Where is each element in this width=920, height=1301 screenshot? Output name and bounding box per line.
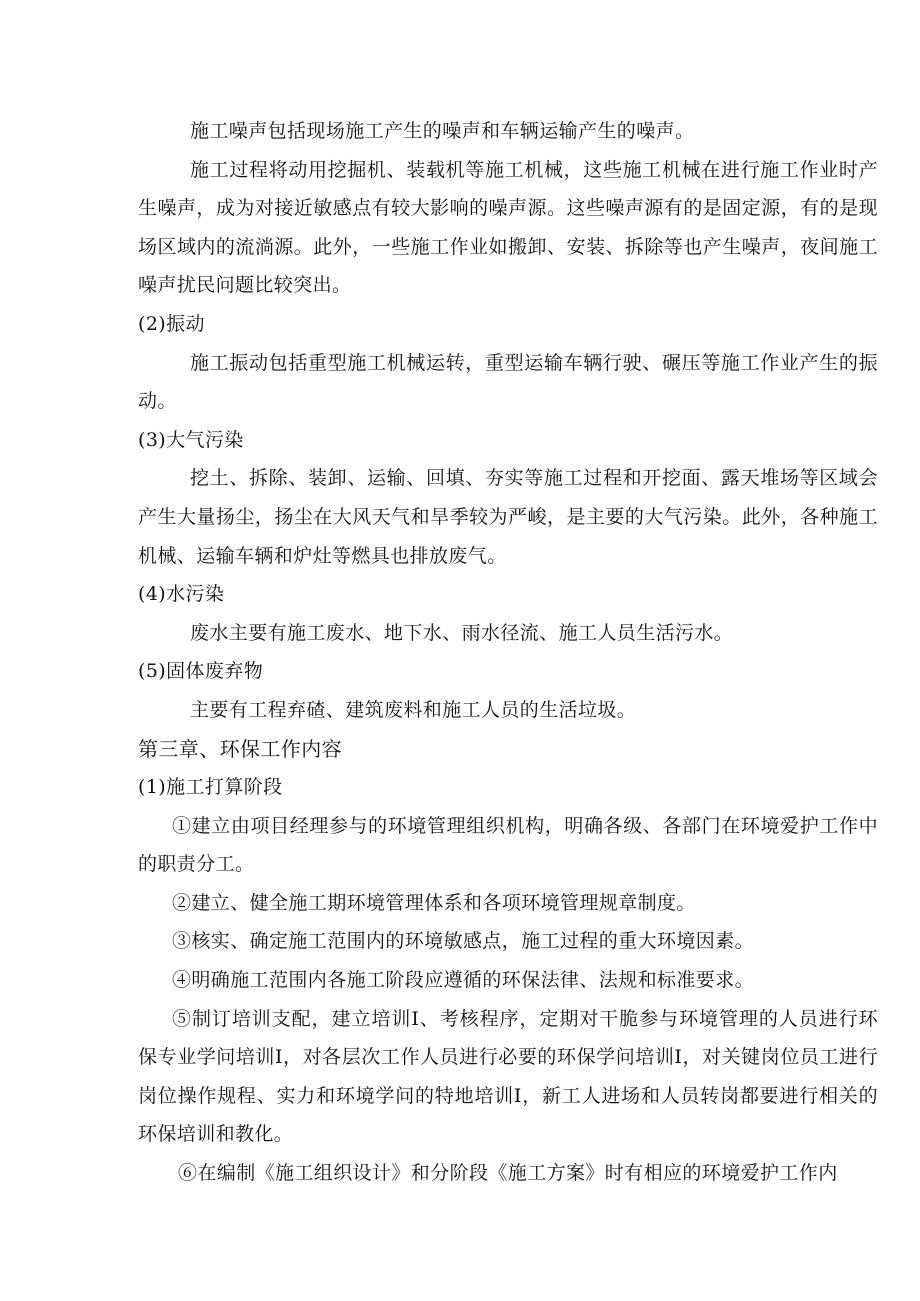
chapter-three-heading: 第三章、环保工作内容 xyxy=(138,736,342,761)
list-item-1: ①建立由项目经理参与的环境管理组织机构，明确各级、各部门在环境爱护工作中的职责分工。 xyxy=(138,814,878,876)
paragraph-solid-waste: 主要有工程弃碴、建筑废料和施工人员的生活垃圾。 xyxy=(190,698,637,721)
section-preparation-heading: (1)施工打算阶段 xyxy=(138,776,283,799)
section-air-pollution-heading: (3)大气污染 xyxy=(138,428,244,451)
section-vibration-heading: (2)振动 xyxy=(138,312,205,335)
paragraph-water-pollution: 废水主要有施工废水、地下水、雨水径流、施工人员生活污水。 xyxy=(190,621,734,644)
paragraph-vibration: 施工振动包括重型施工机械运转，重型运输车辆行驶、碾压等施工作业产生的振动。 xyxy=(138,351,878,413)
document-body xyxy=(138,112,878,1193)
list-item-4: ④明确施工范围内各施工阶段应遵循的环保法律、法规和标准要求。 xyxy=(172,969,755,992)
paragraph-noise-detail: 施工过程将动用挖掘机、装载机等施工机械，这些施工机械在进行施工作业时产生噪声，成为对接近敏感点有较大影响的噪声源。这些噪声源有的是固定源，有的是现场区域内的流淌源。此外，一些施工作业如搬卸、安装、拆除等也产生噪声，夜间施工噪声扰民问题比较突出。 xyxy=(138,158,878,297)
section-solid-waste-heading: (5)固体废弃物 xyxy=(138,660,264,683)
section-water-pollution-heading: (4)水污染 xyxy=(138,583,225,606)
list-item-2: ②建立、健全施工期环境管理体系和各项环境管理规章制度。 xyxy=(172,891,696,914)
paragraph-noise-intro: 施工噪声包括现场施工产生的噪声和车辆运输产生的噪声。 xyxy=(190,120,695,142)
list-item-6: ⑥在编制《施工组织设计》和分阶段《施工方案》时有相应的环境爱护工作内 xyxy=(178,1162,838,1185)
list-item-5: ⑤制订培训支配，建立培训Ⅰ、考核程序，定期对干脆参与环境管理的人员进行环保专业学问培训Ⅰ，对各层次工作人员进行必要的环保学问培训Ⅰ，对关键岗位员工进行岗位操作规程、实力和环境学问的特地培训Ⅰ，新工人进场和人员转岗都要进行相关的环保培训和教化。 xyxy=(138,1007,878,1146)
list-item-3: ③核实、确定施工范围内的环境敏感点，施工过程的重大环境因素。 xyxy=(172,930,755,953)
paragraph-air-pollution: 挖土、拆除、装卸、运输、回填、夯实等施工过程和开挖面、露天堆场等区域会产生大量扬尘，扬尘在大风天气和旱季较为严峻，是主要的大气污染。此外，各种施工机械、运输车辆和炉灶等燃具也排放废气。 xyxy=(138,467,878,567)
